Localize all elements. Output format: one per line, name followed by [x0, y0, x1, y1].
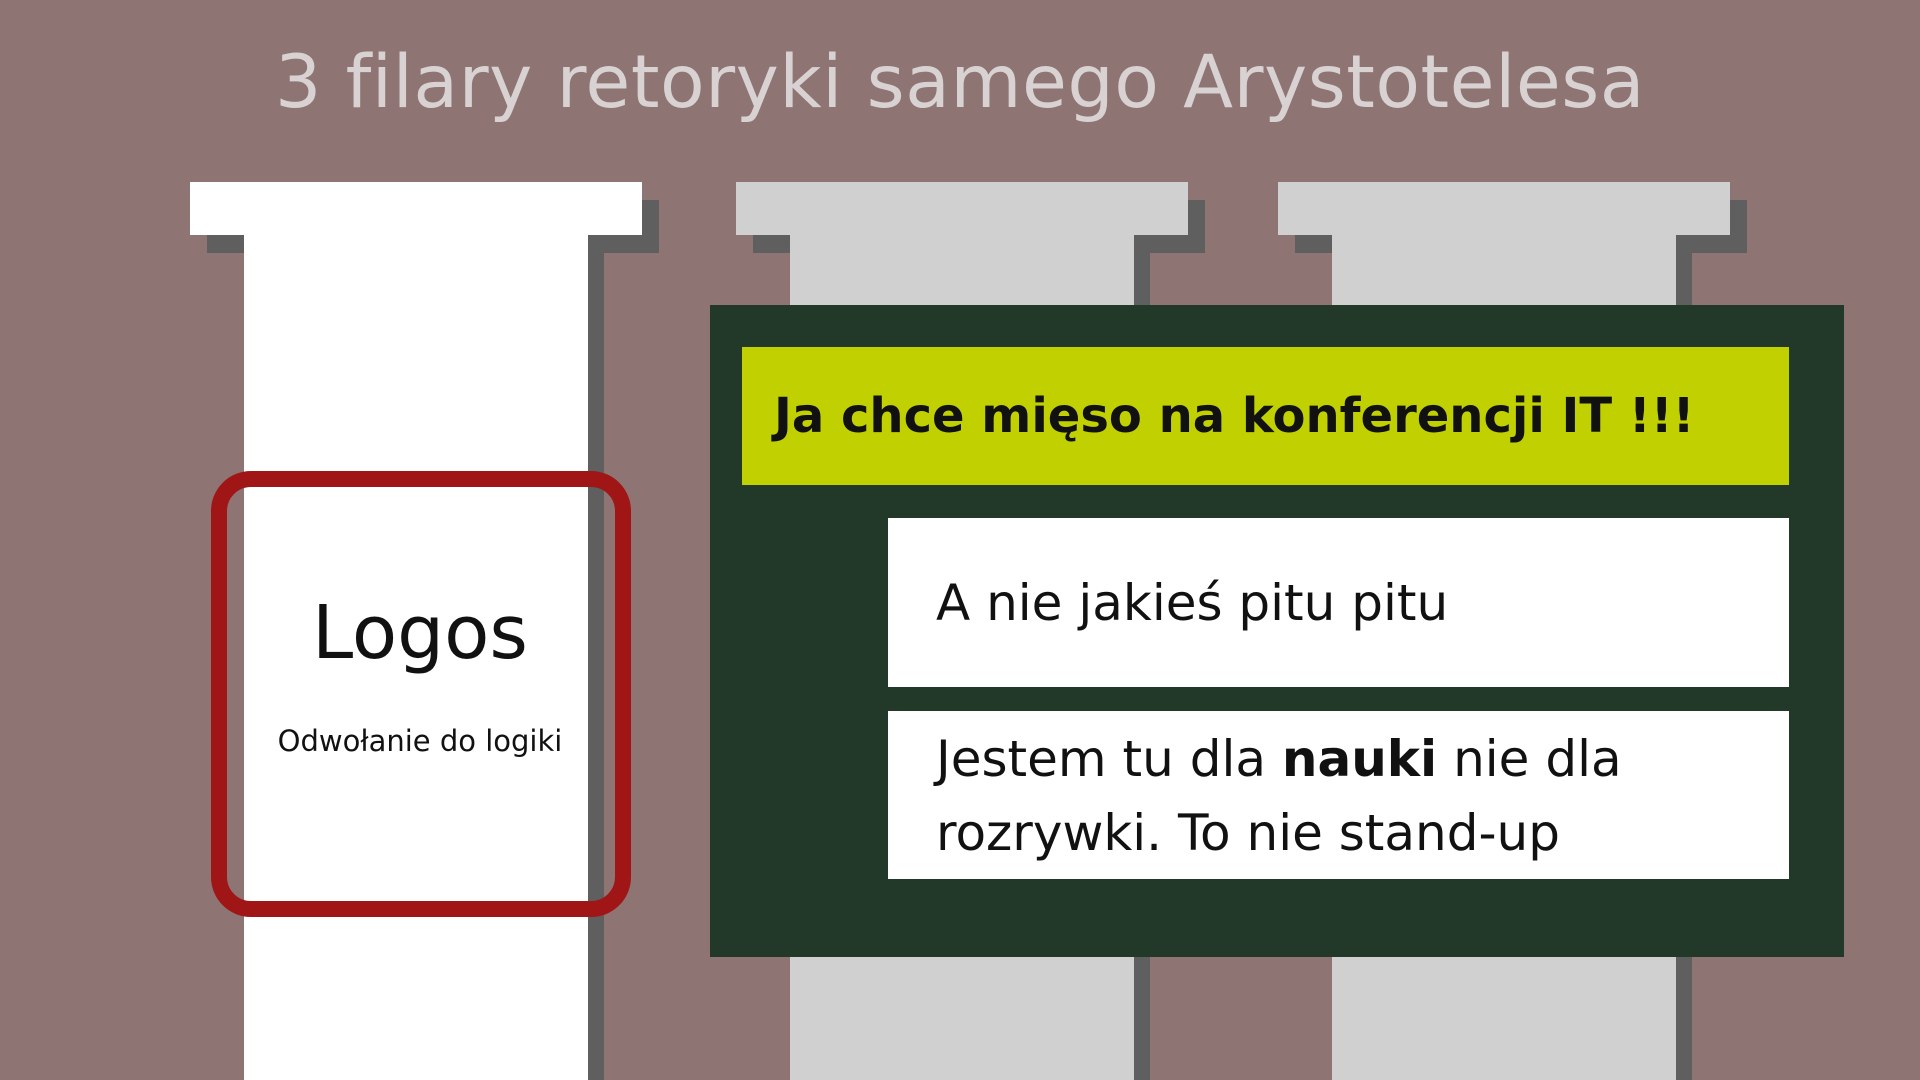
logos-highlight-frame [211, 471, 631, 917]
callout-point-2 [888, 711, 1789, 879]
pillar-2-capital [736, 182, 1188, 235]
pillar-1-label: Logos [311, 590, 528, 676]
callout-point-2-before: Jestem tu dla [936, 730, 1282, 788]
callout-point-1 [888, 518, 1789, 687]
pillar-3-capital [1278, 182, 1730, 235]
callout-point-1-text: A nie jakieś pitu pitu [936, 573, 1449, 632]
callout-point-2-after: nie dla rozrywki. To nie stand-up [936, 730, 1622, 862]
callout-point-2-emphasis: nauki [1281, 730, 1438, 788]
pillar-1-subtitle: Odwołanie do logiki [277, 724, 563, 758]
pillar-1-capital [190, 182, 642, 235]
slide-title: 3 filary retoryki samego Arystotelesa [274, 40, 1646, 125]
callout-heading: Ja chce mięso na konferencji IT !!! [742, 347, 1789, 485]
